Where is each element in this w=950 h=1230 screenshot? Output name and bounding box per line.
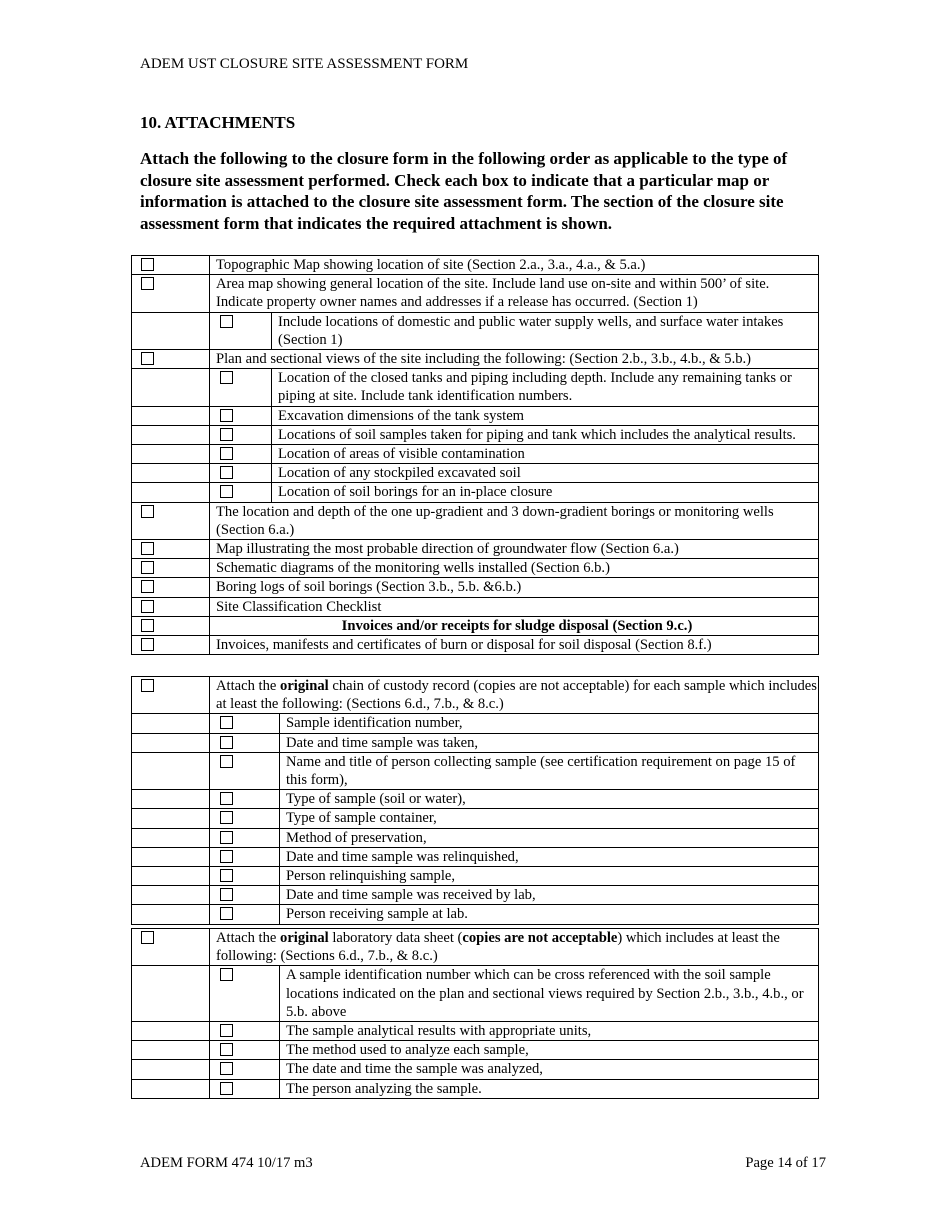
table-row xyxy=(132,905,819,924)
table-row xyxy=(132,369,819,406)
table-row xyxy=(132,752,819,789)
table-row xyxy=(132,790,819,809)
row-text: The date and time the sample was analyzed, xyxy=(280,1060,819,1079)
table-row xyxy=(132,578,819,597)
chain-of-custody-table xyxy=(131,676,819,925)
table-row xyxy=(132,350,819,369)
checkbox[interactable] xyxy=(220,1062,233,1075)
checkbox[interactable] xyxy=(220,811,233,824)
row-text: Map illustrating the most probable direction of groundwater flow (Section 6.a.) xyxy=(210,540,819,559)
row-text: Method of preservation, xyxy=(280,828,819,847)
table-row xyxy=(132,733,819,752)
table-row xyxy=(132,425,819,444)
row-text: Name and title of person collecting sample (see certification requirement on page 15 of this form), xyxy=(280,752,819,789)
checkbox[interactable] xyxy=(220,485,233,498)
checkbox[interactable] xyxy=(141,277,154,290)
checkbox[interactable] xyxy=(220,869,233,882)
form-header: ADEM UST CLOSURE SITE ASSESSMENT FORM xyxy=(140,56,469,72)
checkbox[interactable] xyxy=(220,409,233,422)
row-text: Area map showing general location of the site. Include land use on-site and within 500’ of site. Indicate property owner names and addresses if a release has occurred. (Section 1) xyxy=(210,275,819,312)
table-row xyxy=(132,714,819,733)
row-text: Invoices and/or receipts for sludge disposal (Section 9.c.) xyxy=(210,616,819,635)
table-row xyxy=(132,464,819,483)
section-intro: Attach the following to the closure form in the following order as applicable to the type of closure site assessment performed. Check each box to indicate that a particular map or information is attached to the closure site assessment form. The section of the closure site assessment form that indicates the required attachment is shown. xyxy=(140,149,788,233)
checkbox[interactable] xyxy=(141,561,154,574)
row-text: Plan and sectional views of the site including the following: (Section 2.b., 3.b., 4.b., & 5.b.) xyxy=(210,350,819,369)
row-text: Include locations of domestic and public water supply wells, and surface water intakes (Section 1) xyxy=(272,312,819,349)
row-text: Invoices, manifests and certificates of burn or disposal for soil disposal (Section 8.f.) xyxy=(210,636,819,655)
row-text: Attach the original chain of custody record (copies are not acceptable) for each sample which includes at least the following: (Sections 6.d., 7.b., & 8.c.) xyxy=(210,677,819,714)
row-text: The sample analytical results with appropriate units, xyxy=(280,1022,819,1041)
row-text: Date and time sample was taken, xyxy=(280,733,819,752)
table-row xyxy=(132,312,819,349)
row-text: Person receiving sample at lab. xyxy=(280,905,819,924)
row-text: Site Classification Checklist xyxy=(210,597,819,616)
checkbox[interactable] xyxy=(141,580,154,593)
row-text: Location of areas of visible contamination xyxy=(272,445,819,464)
checkbox[interactable] xyxy=(220,792,233,805)
table-row xyxy=(132,677,819,714)
table-row xyxy=(132,847,819,866)
row-text: Locations of soil samples taken for piping and tank which includes the analytical results. xyxy=(272,425,819,444)
checkbox[interactable] xyxy=(220,907,233,920)
checkbox[interactable] xyxy=(141,542,154,555)
row-text: Person relinquishing sample, xyxy=(280,867,819,886)
table-row xyxy=(132,1022,819,1041)
checkbox[interactable] xyxy=(141,931,154,944)
table-row xyxy=(132,809,819,828)
checkbox[interactable] xyxy=(141,600,154,613)
table-row xyxy=(132,483,819,502)
row-text: Excavation dimensions of the tank system xyxy=(272,406,819,425)
row-text: A sample identification number which can be cross referenced with the soil sample locations indicated on the plan and sectional views required by Section 2.b., 3.b., 4.b., or 5.b. above xyxy=(280,966,819,1022)
checkbox[interactable] xyxy=(220,968,233,981)
checkbox[interactable] xyxy=(220,736,233,749)
row-text: Type of sample (soil or water), xyxy=(280,790,819,809)
row-text: Location of any stockpiled excavated soil xyxy=(272,464,819,483)
row-text: Date and time sample was received by lab, xyxy=(280,886,819,905)
table-row xyxy=(132,1079,819,1098)
row-text: Type of sample container, xyxy=(280,809,819,828)
row-text: The person analyzing the sample. xyxy=(280,1079,819,1098)
checkbox[interactable] xyxy=(220,831,233,844)
section-title: 10. ATTACHMENTS xyxy=(140,113,296,132)
row-text: The location and depth of the one up-gradient and 3 down-gradient borings or monitoring wells (Section 6.a.) xyxy=(210,502,819,539)
table-row xyxy=(132,256,819,275)
row-text: Sample identification number, xyxy=(280,714,819,733)
row-text: Date and time sample was relinquished, xyxy=(280,847,819,866)
checkbox[interactable] xyxy=(141,638,154,651)
checkbox[interactable] xyxy=(220,1082,233,1095)
checkbox[interactable] xyxy=(141,619,154,632)
checkbox[interactable] xyxy=(220,716,233,729)
row-text: The method used to analyze each sample, xyxy=(280,1041,819,1060)
table-row xyxy=(132,867,819,886)
table-row xyxy=(132,445,819,464)
attachments-table xyxy=(131,255,819,655)
checkbox[interactable] xyxy=(220,1024,233,1037)
checkbox[interactable] xyxy=(220,447,233,460)
checkbox[interactable] xyxy=(220,428,233,441)
checkbox[interactable] xyxy=(220,888,233,901)
table-row xyxy=(132,1041,819,1060)
table-row xyxy=(132,502,819,539)
row-text: Schematic diagrams of the monitoring wells installed (Section 6.b.) xyxy=(210,559,819,578)
checkbox[interactable] xyxy=(220,1043,233,1056)
table-row xyxy=(132,636,819,655)
lab-data-sheet-table xyxy=(131,928,819,1099)
checkbox[interactable] xyxy=(141,352,154,365)
table-row xyxy=(132,275,819,312)
table-row xyxy=(132,828,819,847)
table-row xyxy=(132,406,819,425)
form-id: ADEM FORM 474 10/17 m3 xyxy=(140,1155,313,1171)
row-text: Location of soil borings for an in-place closure xyxy=(272,483,819,502)
checkbox[interactable] xyxy=(220,371,233,384)
table-row xyxy=(132,966,819,1022)
table-row xyxy=(132,886,819,905)
row-text: Location of the closed tanks and piping including depth. Include any remaining tanks or piping at site. Include tank identification numbers. xyxy=(272,369,819,406)
checkbox[interactable] xyxy=(220,755,233,768)
table-row xyxy=(132,929,819,966)
checkbox[interactable] xyxy=(220,850,233,863)
table-row xyxy=(132,616,819,635)
row-text: Topographic Map showing location of site (Section 2.a., 3.a., 4.a., & 5.a.) xyxy=(210,256,819,275)
checkbox[interactable] xyxy=(220,315,233,328)
table-row xyxy=(132,540,819,559)
checkbox[interactable] xyxy=(141,679,154,692)
row-text: Attach the original laboratory data sheet (copies are not acceptable) which includes at least the following: (Sections 6.d., 7.b., & 8.c.) xyxy=(210,929,819,966)
table-row xyxy=(132,559,819,578)
checkbox[interactable] xyxy=(220,466,233,479)
page-number: Page 14 of 17 xyxy=(745,1155,826,1171)
checkbox[interactable] xyxy=(141,258,154,271)
table-row xyxy=(132,597,819,616)
checkbox[interactable] xyxy=(141,505,154,518)
row-text: Boring logs of soil borings (Section 3.b., 5.b. &6.b.) xyxy=(210,578,819,597)
table-row xyxy=(132,1060,819,1079)
